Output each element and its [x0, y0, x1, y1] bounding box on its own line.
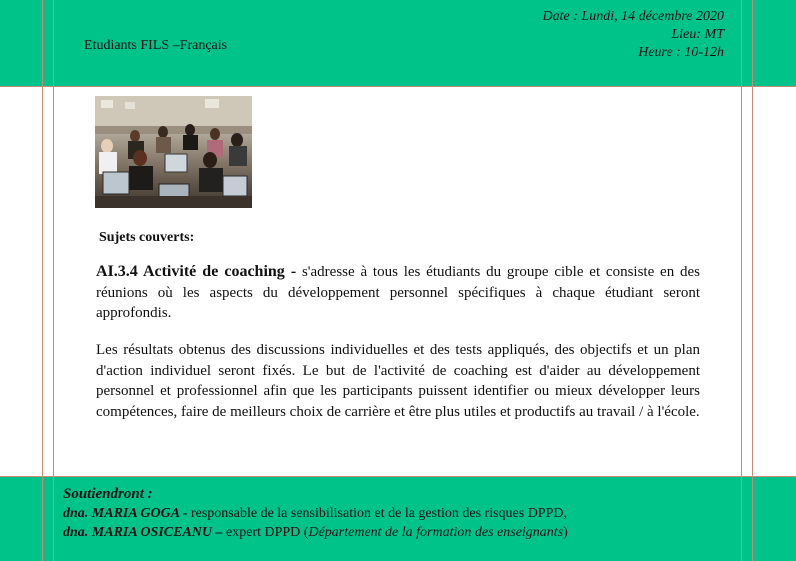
students-photo	[95, 96, 252, 208]
header-rule	[0, 86, 796, 87]
speaker-1-role: responsable de la sensibilisation et de la gestion des risques DPPD,	[187, 506, 567, 521]
speakers-heading: Soutiendront :	[63, 486, 153, 502]
speakers-block	[63, 485, 568, 542]
speaker-2-name: dna. MARIA OSICEANU –	[63, 525, 223, 540]
event-time: Heure : 10-12h	[638, 45, 724, 60]
activity-description: s'adresse à tous les étudiants du groupe cible et consiste en des réunions où les aspects du développement personnel spécifiques à chaque étudiant seront approfondis.	[96, 264, 700, 321]
speaker-1-name: dna. MARIA GOGA -	[63, 506, 188, 521]
event-date: Date : Lundi, 14 décembre 2020	[542, 9, 724, 24]
subjects-heading: Sujets couverts:	[99, 230, 195, 245]
speaker-2-role: expert DPPD (	[222, 525, 309, 540]
activity-title: AI.3.4 Activité de coaching -	[96, 263, 297, 280]
event-details	[543, 8, 724, 62]
activity-details-paragraph: Les résultats obtenus des discussions individuelles et des tests appliqués, des objectifs et un plan d'action individuel seront fixés. Le but de l'activité de coaching est d'aider au développement personnel et professionnel afin que les participants puissent identifier ou mieux développer leurs compétences, faire de meilleurs choix de carrière et être plus utiles et productifs au travail / à l'école.	[96, 342, 700, 420]
speaker-2-close: )	[563, 525, 568, 540]
speaker-1	[63, 504, 568, 523]
event-location: Lieu: MT	[671, 27, 724, 42]
speaker-2-department: Département de la formation des enseignants	[308, 525, 564, 540]
speaker-2	[63, 523, 568, 542]
students-photo-illustration	[95, 96, 252, 208]
activity-paragraph	[96, 262, 700, 324]
program-label: Etudiants FILS –Français	[84, 38, 228, 53]
footer-rule	[0, 476, 796, 477]
